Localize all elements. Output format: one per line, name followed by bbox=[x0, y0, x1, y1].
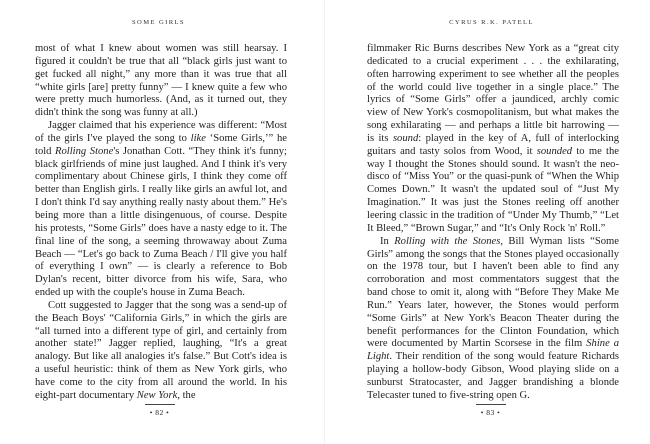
text-run: Jagger claimed that his experience was different: “Most of the girls I've played the song to bbox=[35, 120, 287, 144]
right-page-body bbox=[367, 43, 619, 403]
italic-text-run: Rolling Stone bbox=[55, 145, 114, 157]
body-paragraph bbox=[35, 43, 287, 120]
text-run: . Their rendition of the song would feature Richards playing a hollow-body Gibson, Wood playing slide on a sunburst Stratocaster, and Jagger brandishing a blonde Telecaster tuned to five-string open G. bbox=[367, 351, 619, 401]
italic-text-run: Rolling with the Stones bbox=[394, 235, 501, 247]
text-run: , the bbox=[177, 389, 196, 401]
text-run: , Bill Wyman lists “Some Girls” among the songs that the Stones played occasionally on the 1978 tour, but I haven't been able to find any corroboration and most commentators suggest that the band chose to omit it, along with “Before They Make Me Run.” Years later, however, the Stones would perform “Some Girls” at New York's Beacon Theater during the benefit performances for the Clinton Foundation, which were documented by Martin Scorsese in the film bbox=[367, 235, 619, 350]
text-run: : played in the key of A, full of interlocking guitars and tasty solos from Wood, it bbox=[367, 132, 620, 157]
page-footer-right bbox=[328, 404, 650, 417]
right-page bbox=[325, 0, 650, 444]
italic-text-run: like bbox=[190, 132, 206, 144]
text-run: to me the way I thought the Stones should sound. It wasn't the neo-disco of “Miss You” or the quasi-punk of “When the Whip Comes Down.” It wasn't the updated soul of “Just My Imagination.” It was just the Stones reeling off another leering classic in the tradition of “Under My Thumb,” “Let It Bleed,” “Brown Sugar,” and “It's Only Rock 'n' Roll.” bbox=[367, 145, 619, 234]
body-paragraph bbox=[367, 236, 619, 403]
body-paragraph bbox=[367, 43, 619, 236]
page-footer-left bbox=[0, 404, 322, 417]
italic-text-run: New York bbox=[136, 389, 178, 401]
body-paragraph bbox=[35, 120, 287, 300]
folio-rule bbox=[145, 404, 175, 405]
text-run: filmmaker Ric Burns describes New York as a “great city dedicated to a crucial experiment . . . the exhilarating, often harrowing experiment to see whether all the peoples of the world could live together in a single place.” The lyrics of “Some Girls” offer a jaundiced, archly comic view of New York's cosmopolitanism, but what makes the song exhilarating — and perhaps a little bit harrowing — is its bbox=[367, 43, 619, 144]
running-head-left: SOME GIRLS bbox=[131, 19, 186, 26]
text-run: In bbox=[380, 235, 395, 247]
folio-rule bbox=[476, 404, 506, 405]
text-run: most of what I knew about women was still hearsay. I figured it couldn't be true that all “black girls just want to get fucked all night,” any more than it was true that all “white girls [are] pretty funny” — I knew quite a few who were pretty much humorless. (And, as it turned out, they didn't think the song was funny at all.) bbox=[35, 43, 287, 119]
italic-text-run: sound bbox=[392, 132, 419, 144]
text-run: 's Jonathan Cott. “They think it's funny; black girlfriends of mine just laughed. And I think it's very complimentary about Chinese girls, I think they come off better than English girls. I really like girls an awful lot, and I don't think I'd say anything really nasty about them.” He's being more than a little disingenuous, of course. Despite his protests, “Some Girls” does have a nasty edge to it. The final line of the song, a seeming throwaway about Zuma Beach — “Let's go back to Zuma Beach / I'll give you half of everything I own” — is clearly a reference to Bob Dylan's recent, bitter divorce from his wife, Sara, who ended up with the couple's house in Zuma Beach. bbox=[35, 145, 287, 299]
italic-text-run: Shine a Light bbox=[367, 338, 620, 363]
text-run: ‘Some Girls,’” he told bbox=[35, 132, 287, 157]
page-number-right: • 83 • bbox=[480, 408, 501, 417]
left-page-body bbox=[35, 43, 287, 403]
text-run: Cott suggested to Jagger that the song was a send-up of the Beach Boys' “California Girls,” in which the girls are “all turned into a different type of girl, and certainly from another state!” Jagger replied, laughing, “It's a great analogy. But like all analogies it's false.” But Cott's idea is a useful heuristic: think of them as New York girls, who have come to the city from all around the world. In his eight-part documentary bbox=[35, 299, 287, 401]
page-number-left: • 82 • bbox=[149, 408, 170, 417]
body-paragraph bbox=[35, 300, 287, 403]
italic-text-run: sounded bbox=[536, 145, 573, 157]
running-head-right: CYRUS R.K. PATELL bbox=[449, 19, 534, 26]
